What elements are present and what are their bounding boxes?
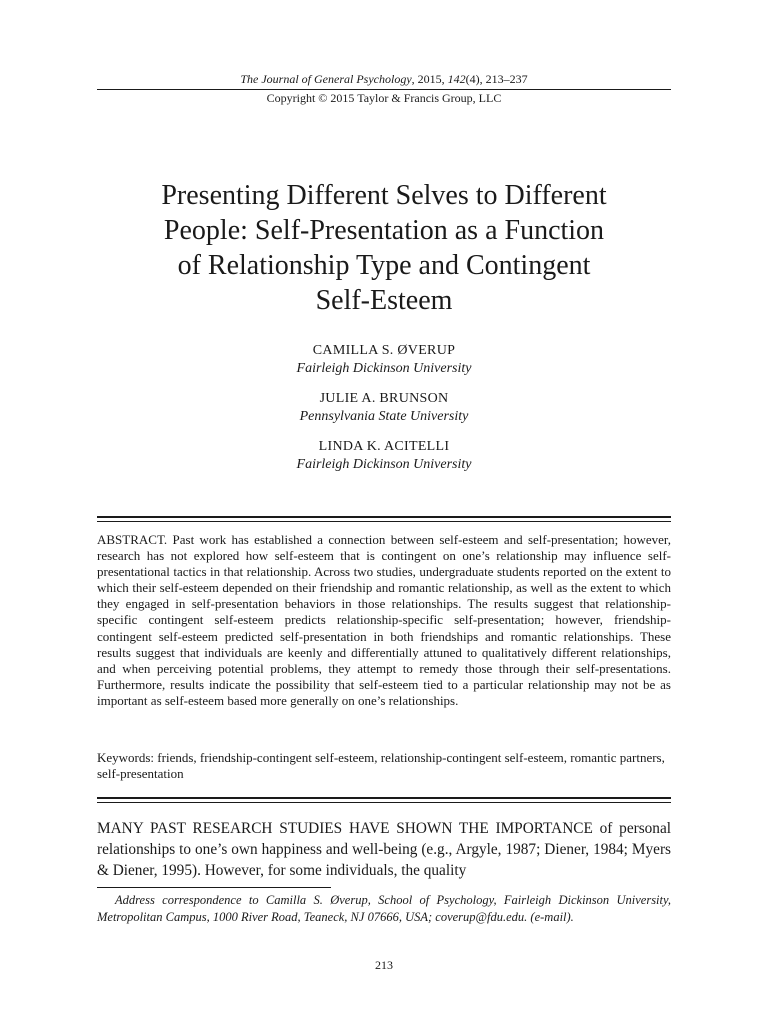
page-number: 213: [375, 958, 393, 972]
title-line-4: Self-Esteem: [315, 285, 453, 316]
author-3: [97, 438, 671, 474]
journal-year: , 2015,: [411, 72, 448, 86]
title-line-3: of Relationship Type and Contingent: [177, 250, 591, 281]
title-line-1: Presenting Different Selves to Different: [161, 180, 607, 211]
author-affiliation: Fairleigh Dickinson University: [296, 457, 472, 472]
author-block: [97, 342, 671, 486]
journal-volume: 142: [447, 72, 466, 86]
journal-citation: [97, 72, 671, 87]
author-name: LINDA K. ACITELLI: [318, 439, 450, 454]
title-line-2: People: Self-Presentation as a Function: [163, 215, 605, 246]
author-affiliation: Fairleigh Dickinson University: [296, 361, 472, 376]
author-1: [97, 342, 671, 378]
author-affiliation: Pennsylvania State University: [299, 409, 469, 424]
correspondence-footnote: Address correspondence to Camilla S. Øverup, School of Psychology, Fairleigh Dickinson University, Metropolitan Campus, 1000 River Road, Teaneck, NJ 07666, USA; coverup@fdu.edu. (e-mail).: [97, 893, 671, 924]
journal-name: The Journal of General Psychology: [240, 72, 412, 86]
copyright-line: Copyright © 2015 Taylor & Francis Group, LLC: [266, 91, 502, 105]
abstract-top-rule: [97, 516, 671, 522]
journal-issue-pages: (4), 213–237: [465, 72, 528, 86]
body-text: MANY PAST RESEARCH STUDIES HAVE SHOWN THE IMPORTANCE of personal relationships to one’s own happiness and well-being (e.g., Argyle, 1987; Diener, 1984; Myers & Diener, 1995). However, for some individuals, the quality: [97, 820, 671, 879]
running-head: [97, 72, 671, 106]
author-name: JULIE A. BRUNSON: [319, 391, 449, 406]
header-rule: [97, 89, 671, 90]
footnote-rule: [97, 887, 331, 888]
abstract-bottom-rule: [97, 797, 671, 803]
abstract: ABSTRACT. Past work has established a connection between self-esteem and self-presentation; however, research has not explored how self-esteem that is contingent on one’s relationship may influence self-presentational tactics in that relationship. Across two studies, undergraduate students reported on the extent to which their self-esteem depended on their friendship and romantic relationship, as well as the extent to which they engaged in self-presentation behaviors in those relationships. The results suggest that relationship-specific contingent self-esteem predicts relationship-specific self-presentation; however, friendship-contingent self-esteem predicted self-presentation in both friendships and romantic relationships. These results suggest that individuals are keenly and differentially attuned to qualitatively different relationships, and when perceiving potential problems, they attempt to remedy those through their self-presentations. Furthermore, results indicate the possibility that self-esteem tied to a particular relationship may not be as important as self-esteem based more generally on one’s relationships.: [97, 532, 671, 708]
author-name: CAMILLA S. ØVERUP: [312, 343, 456, 358]
article-title: [97, 178, 671, 318]
author-2: [97, 390, 671, 426]
keywords: Keywords: friends, friendship-contingent self-esteem, relationship-contingent self-esteem, romantic partners, self-presentation: [97, 750, 665, 782]
